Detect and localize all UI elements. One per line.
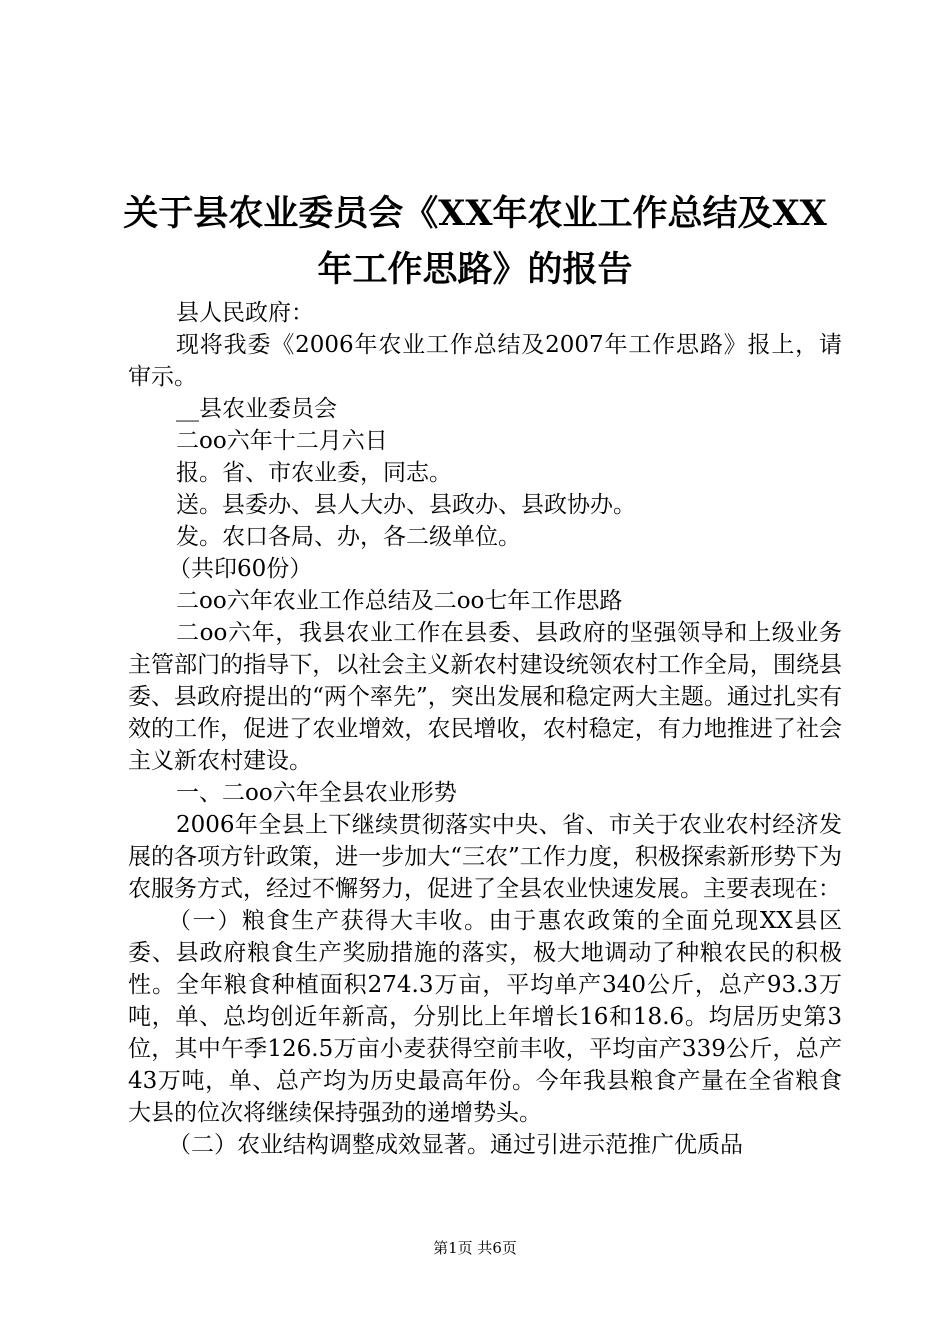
distribute-line: 发。农口各局、办，各二级单位。 bbox=[176, 524, 521, 550]
situation-paragraph: 2006年全县上下继续贯彻落实中央、省、市关于农业农村经济发展的各项方针政策，进一步加大“三农”工作力度，积极探索新形势下为农服务方式，经过不懈努力，促进了全县农业快速发展。主要表现在： bbox=[128, 812, 842, 902]
intro-paragraph: 二oo六年，我县农业工作在县委、县政府的坚强领导和上级业务主管部门的指导下，以社会主义新农村建设统领农村工作全局，围绕县委、县政府提出的“两个率先”，突出发展和稳定两大主题。通过扎实有效的工作，促进了农业增效，农民增收，农村稳定，有力地推进了社会主义新农村建设。 bbox=[128, 620, 842, 774]
copies-line: （共印60份） bbox=[168, 556, 313, 582]
issuer-line: __县农业委员会 bbox=[176, 396, 337, 422]
send-to-line: 送。县委办、县人大办、县政办、县政协办。 bbox=[176, 492, 636, 518]
date-line: 二oo六年十二月六日 bbox=[176, 428, 388, 454]
salutation: 县人民政府： bbox=[176, 300, 314, 326]
part-one-heading: 一、二oo六年全县农业形势 bbox=[176, 780, 457, 806]
structure-paragraph: （二）农业结构调整成效显著。通过引进示范推广优质品 bbox=[168, 1132, 743, 1158]
section-heading: 二oo六年农业工作总结及二oo七年工作思路 bbox=[176, 588, 623, 614]
submission-paragraph: 现将我委《2006年农业工作总结及2007年工作思路》报上，请审示。 bbox=[128, 332, 842, 390]
page-footer: 第1页 共6页 bbox=[433, 1239, 517, 1257]
document-body bbox=[128, 297, 842, 1161]
grain-paragraph: （一）粮食生产获得大丰收。由于惠农政策的全面兑现XX县区委、县政府粮食生产奖励措施的落实，极大地调动了种粮农民的积极性。全年粮食种植面积274.3万亩，平均单产340公斤，总产93.3万吨，单、总均创近年新高，分别比上年增长16和18.6。均居历史第3位，其中午季126.5万亩小麦获得空前丰收，平均亩产339公斤，总产43万吨，单、总产均为历史最高年份。今年我县粮食产量在全省粮食大县的位次将继续保持强劲的递增势头。 bbox=[128, 908, 842, 1126]
report-to-line: 报。省、市农业委，同志。 bbox=[176, 460, 452, 486]
document-title: 关于县农业委员会《XX年农业工作总结及XX年工作思路》的报告 bbox=[123, 193, 827, 290]
